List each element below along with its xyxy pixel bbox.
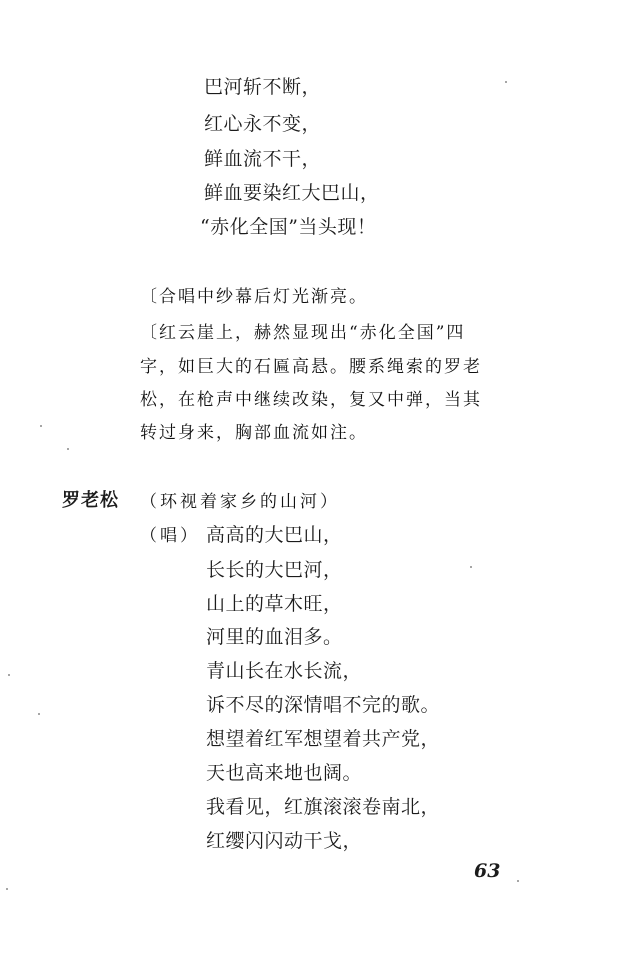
scan-speck — [470, 566, 472, 568]
song-line: 高高的大巴山， — [206, 524, 343, 546]
scan-speck — [6, 888, 8, 890]
stage-direction-line: 字，如巨大的石匾高悬。腰系绳索的罗老 — [140, 357, 482, 377]
song-line: 天也高来地也阔。 — [206, 762, 363, 784]
scan-speck — [517, 880, 519, 882]
song-line: 河里的血泪多。 — [206, 626, 343, 648]
page-number: 63 — [474, 860, 501, 882]
stage-direction-line: 〔红云崖上，赫然显现出“赤化全国”四 — [140, 323, 466, 343]
scan-speck — [8, 674, 10, 676]
stage-direction-line: 松，在枪声中继续改染，复又中弹，当其 — [140, 390, 482, 410]
song-line: 长长的大巴河， — [206, 559, 343, 581]
speaker-direction: （环视着家乡的山河） — [140, 492, 340, 512]
stage-direction-line: 转过身来，胸部血流如注。 — [140, 423, 368, 443]
verse-line: 鲜血要染红大巴山， — [204, 182, 380, 204]
song-line: 青山长在水长流， — [206, 660, 363, 682]
song-line: 诉不尽的深情唱不完的歌。 — [206, 694, 441, 716]
scan-speck — [67, 448, 69, 450]
verse-line: “赤化全国”当头现！ — [200, 216, 377, 238]
speaker-name: 罗老松 — [62, 490, 119, 511]
verse-line: 巴河斩不断， — [204, 76, 322, 98]
verse-line: 红心永不变， — [204, 113, 322, 135]
verse-line: 鲜血流不干， — [204, 148, 322, 170]
song-line: 红缨闪闪动干戈， — [206, 830, 363, 852]
song-line: 山上的草木旺， — [206, 593, 343, 615]
scan-speck — [505, 81, 507, 83]
song-line: 我看见，红旗滚滚卷南北， — [206, 796, 441, 818]
scan-speck — [40, 425, 42, 427]
scan-speck — [38, 713, 40, 715]
song-line: 想望着红军想望着共产党， — [206, 728, 441, 750]
sing-cue: （唱） — [140, 526, 200, 546]
stage-direction-line: 〔合唱中纱幕后灯光渐亮。 — [140, 287, 368, 307]
